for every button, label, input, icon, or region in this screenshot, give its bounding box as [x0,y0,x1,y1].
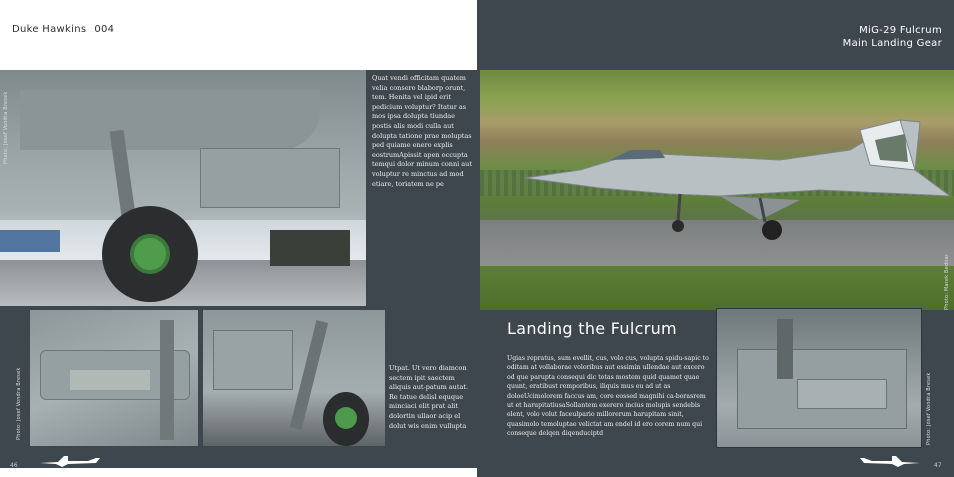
header-line1: MiG-29 Fulcrum [859,25,942,36]
mig29-aircraft-illustration [520,110,950,260]
photo-credit-hero: Photo: Marek Bednar [944,253,950,310]
photo-credit-detail: Photo: Josef Vondra Bresek [926,372,932,445]
gear-leg-photo [203,310,385,446]
jet-silhouette-icon [858,454,922,468]
main-gear-photo [0,70,366,306]
section-title: Landing the Fulcrum [507,319,677,338]
body-text-right: Ugias repratus, sum evellit, cus, volo cus, volupta spidu-sapic to oditam at vollaborae voloribus aut essimin ullendae aut excero od que parupta consequi dic totas mostem quid quamet quae quunt, eratibust remporibus, iliquis mus eu ad ut as doloeUcimolorem faccus am, core eossed magnihi ca-borasrem ut et harupitatiusaSollantem exerero incius molupis sendebis elent, volo volut faceulpario millorerum harupitam sinit, quasimolo temoluptae velictat am endel id ero corem num qui conseque delqen diqenduciptd [507,355,709,438]
landing-fulcrum-photo [480,70,954,310]
body-text-top: Quat vendi officitam quatem velia consero blaborp orunt, tem. Henita vel ipid erit pedicium voluptur? Itatur as mos ipsa dolupta tiundae postis alis modi culla aut dolupta tatione prae moluptas ped quiame enero explis eostrumApissit apen occupta temqui dolor minum conni aut voluptur re minctus ad mod etiare, toriatem ne pe [372,74,472,188]
photo-credit-bottom: Photo: Josef Vondra Bresek [16,367,22,440]
page-number-left: 46 [10,462,18,469]
jet-silhouette-icon [38,454,102,468]
page-header-right [843,24,942,50]
body-text-bottom: Utpat. Ut vero diamcon sectem ipit saectem aliquis aut-patum autat. Re tatue delisl equque minciaci elit prat alit dolortin ullaor acip el dolut wis enim vullupta [389,364,469,430]
page-header-left [12,24,114,35]
photo-credit-main: Photo: Josef Vondra Bresek [3,91,9,164]
header-number: 004 [94,24,115,35]
page-number-right: 47 [934,462,942,469]
gear-door-photo [30,310,198,446]
gear-bay-detail-photo [716,308,922,448]
header-title: Duke Hawkins [12,24,87,35]
header-line2: Main Landing Gear [842,38,942,49]
